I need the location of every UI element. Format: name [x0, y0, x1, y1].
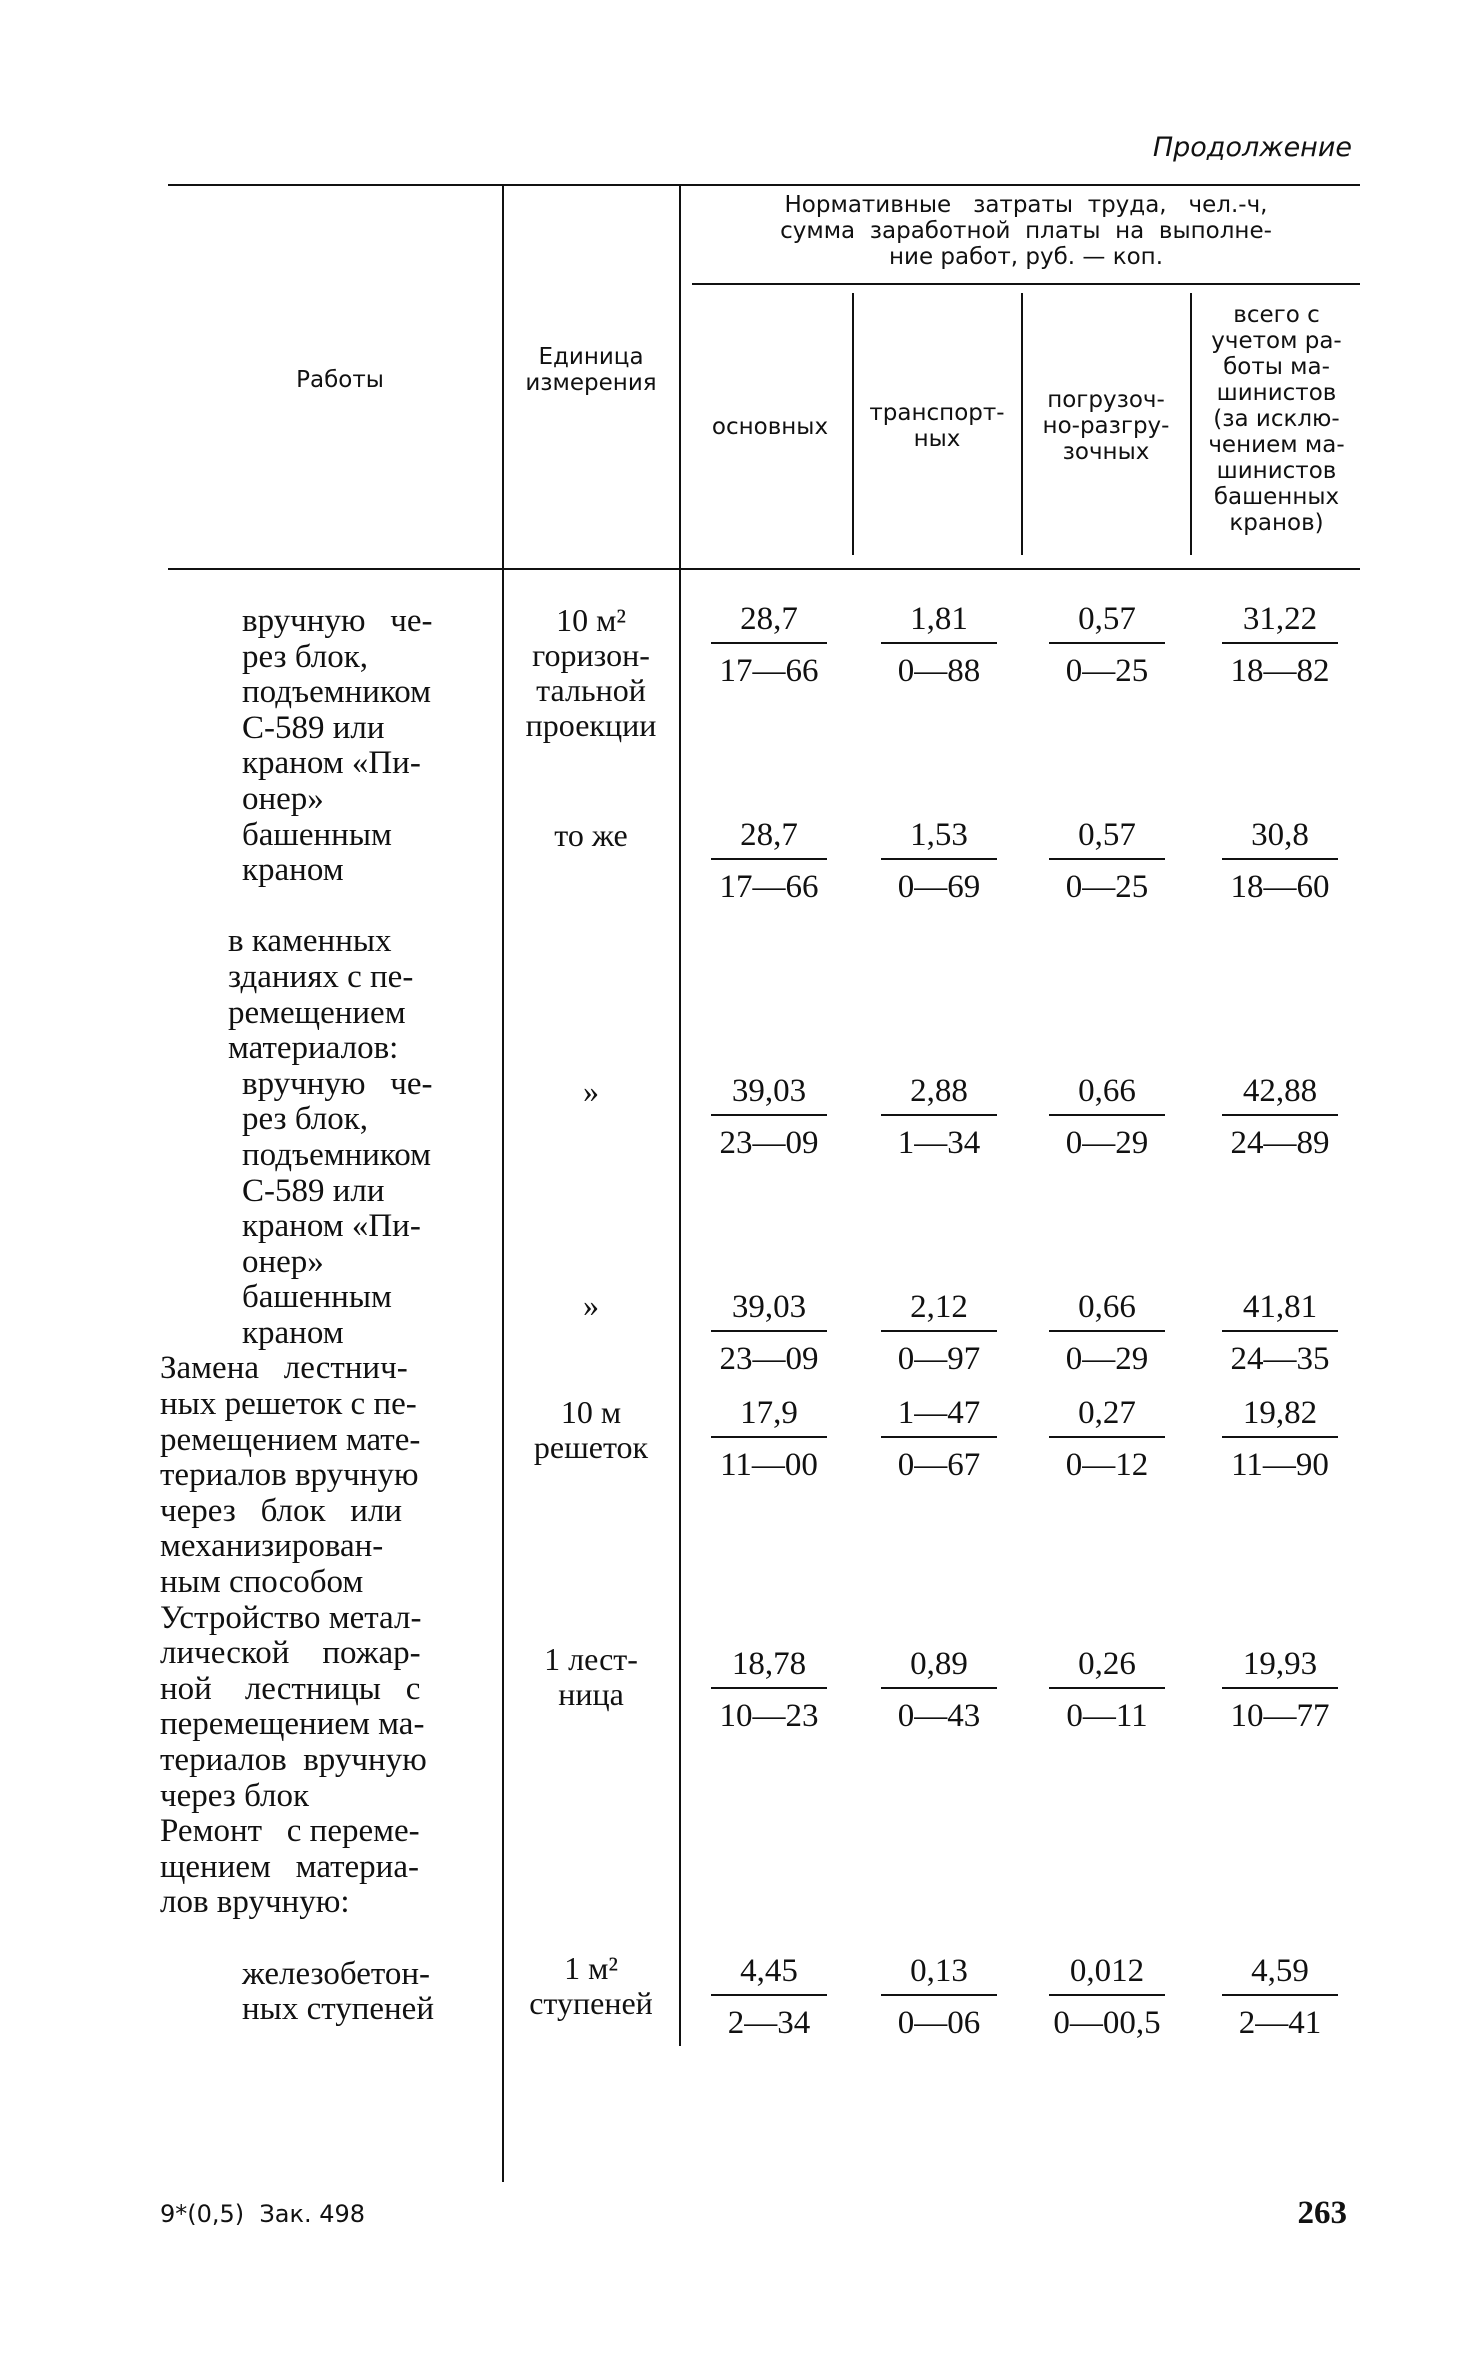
- works-line: материалов:: [228, 1030, 399, 1067]
- unit-line: ступеней: [529, 1985, 653, 2021]
- works-line: механизирован-: [160, 1528, 384, 1565]
- works-line: подъемником: [242, 674, 432, 711]
- header-transport-line: ных: [913, 426, 961, 452]
- unit-line: ница: [558, 1676, 624, 1712]
- value-total: [1218, 816, 1342, 906]
- wage-cost: 10—77: [1230, 1698, 1330, 1734]
- wage-cost: 11—00: [720, 1447, 818, 1483]
- labor-hours: 0,012: [1049, 1952, 1165, 1996]
- column-divider-main: [852, 293, 854, 555]
- value-transport: [877, 600, 1001, 690]
- labor-hours: 1,53: [881, 816, 997, 860]
- labor-hours: 17,9: [711, 1394, 827, 1438]
- value-total: [1218, 1645, 1342, 1735]
- value-loading: [1045, 600, 1169, 690]
- unit-line: то же: [554, 817, 628, 853]
- header-transport-line: транспорт-: [869, 400, 1005, 426]
- header-total-line: боты ма-: [1223, 354, 1330, 380]
- wage-cost: 0—06: [897, 2005, 981, 2041]
- unit-line: »: [583, 1073, 599, 1109]
- header-total-line: учетом ра-: [1211, 328, 1342, 354]
- works-line: Устройство метал-: [160, 1599, 422, 1636]
- header-bottom-rule: [168, 568, 1360, 570]
- header-total-line: шинистов: [1216, 458, 1337, 484]
- value-total: [1218, 1072, 1342, 1162]
- header-norms-line: сумма заработной платы на выполне-: [780, 218, 1272, 244]
- value-transport: [877, 1952, 1001, 2042]
- works-line: башенным: [242, 816, 392, 853]
- wage-cost: 0—25: [1065, 869, 1149, 905]
- unit-cell: [503, 1074, 679, 1109]
- works-line: Ремонт с переме-: [160, 1813, 420, 1850]
- value-main: [707, 1952, 831, 2042]
- works-line: рез блок,: [242, 638, 369, 675]
- labor-hours: 28,7: [711, 816, 827, 860]
- value-total: [1218, 600, 1342, 690]
- value-loading: [1045, 1394, 1169, 1484]
- value-transport: [877, 816, 1001, 906]
- works-line: лической пожар-: [160, 1635, 421, 1672]
- value-loading: [1045, 1072, 1169, 1162]
- wage-cost: 0—43: [897, 1698, 981, 1734]
- works-line: рез блок,: [242, 1101, 369, 1138]
- wage-cost: 0—25: [1065, 653, 1149, 689]
- works-line: [150, 1921, 490, 1957]
- labor-hours: 42,88: [1222, 1072, 1338, 1116]
- works-line: ной лестницы с: [160, 1670, 421, 1707]
- continuation-label: Продолжение: [1152, 132, 1352, 163]
- labor-hours: 39,03: [711, 1288, 827, 1332]
- unit-cell: [503, 1642, 679, 1712]
- wage-cost: 2—41: [1238, 2005, 1322, 2041]
- value-total: [1218, 1952, 1342, 2042]
- value-loading: [1045, 816, 1169, 906]
- header-norms-line: ние работ, руб. — коп.: [888, 244, 1164, 270]
- value-loading: [1045, 1645, 1169, 1735]
- unit-line: 10 м²: [556, 602, 626, 638]
- value-transport: [877, 1072, 1001, 1162]
- works-line: ных ступеней: [242, 1991, 434, 2028]
- value-main: [707, 1394, 831, 1484]
- works-line: Замена лестнич-: [160, 1350, 408, 1387]
- value-main: [707, 1288, 831, 1378]
- wage-cost: 17—66: [719, 653, 819, 689]
- header-norms: [692, 192, 1360, 270]
- labor-hours: 19,93: [1222, 1645, 1338, 1689]
- value-total: [1218, 1394, 1342, 1484]
- header-loading-line: но-разгру-: [1042, 413, 1170, 439]
- labor-hours: 0,57: [1049, 600, 1165, 644]
- works-line: краном: [242, 1314, 344, 1351]
- labor-hours: 0,13: [881, 1952, 997, 1996]
- wage-cost: 0—69: [897, 869, 981, 905]
- header-loading-line: зочных: [1062, 439, 1150, 465]
- works-line: в каменных: [228, 923, 392, 960]
- wage-cost: 0—67: [897, 1447, 981, 1483]
- unit-cell: [503, 1288, 679, 1323]
- header-loading: [1024, 387, 1188, 465]
- unit-line: 1 м²: [564, 1950, 618, 1986]
- page-number: 263: [1297, 2195, 1347, 2231]
- header-unit-line: измерения: [525, 370, 657, 396]
- wage-cost: 0—88: [897, 653, 981, 689]
- labor-hours: 41,81: [1222, 1288, 1338, 1332]
- value-loading: [1045, 1952, 1169, 2042]
- wage-cost: 10—23: [719, 1698, 819, 1734]
- works-line: ремещением мате-: [160, 1421, 421, 1458]
- works-line: краном «Пи-: [242, 1208, 421, 1245]
- header-main: основных: [711, 414, 829, 440]
- wage-cost: 0—97: [897, 1341, 981, 1377]
- value-total: [1218, 1288, 1342, 1378]
- works-line: через блок: [160, 1777, 310, 1814]
- header-loading-line: погрузоч-: [1047, 387, 1165, 413]
- unit-line: 10 м: [560, 1394, 622, 1430]
- value-transport: [877, 1394, 1001, 1484]
- wage-cost: 2—34: [727, 2005, 811, 2041]
- column-divider-transport: [1021, 293, 1023, 555]
- works-column: [150, 604, 490, 2028]
- labor-hours: 0,57: [1049, 816, 1165, 860]
- labor-hours: 2,88: [881, 1072, 997, 1116]
- labor-hours: 31,22: [1222, 600, 1338, 644]
- unit-line: »: [583, 1287, 599, 1323]
- works-line: онер»: [242, 780, 324, 817]
- header-total: [1193, 302, 1360, 536]
- header-subrule: [692, 283, 1360, 285]
- wage-cost: 0—29: [1065, 1125, 1149, 1161]
- works-line: вручную че-: [242, 1065, 433, 1102]
- unit-line: 1 лест-: [544, 1641, 638, 1677]
- value-transport: [877, 1645, 1001, 1735]
- header-total-line: шинистов: [1216, 380, 1337, 406]
- works-line: железобетон-: [242, 1955, 431, 1992]
- labor-hours: 30,8: [1222, 816, 1338, 860]
- works-line: краном: [242, 852, 344, 889]
- works-line: башенным: [242, 1279, 392, 1316]
- unit-cell: [503, 818, 679, 853]
- works-line: С-589 или: [242, 1172, 385, 1209]
- labor-hours: 19,82: [1222, 1394, 1338, 1438]
- wage-cost: 24—89: [1230, 1125, 1330, 1161]
- works-line: териалов вручную: [160, 1742, 427, 1778]
- works-line: щением материа-: [160, 1848, 419, 1885]
- labor-hours: 1,81: [881, 600, 997, 644]
- wage-cost: 23—09: [719, 1125, 819, 1161]
- unit-cell: [503, 603, 679, 743]
- wage-cost: 11—90: [1231, 1447, 1329, 1483]
- works-line: ных решеток с пе-: [160, 1386, 417, 1423]
- column-divider-loading: [1190, 293, 1192, 555]
- labor-hours: 28,7: [711, 600, 827, 644]
- value-main: [707, 816, 831, 906]
- labor-hours: 4,45: [711, 1952, 827, 1996]
- column-divider-unit: [679, 186, 681, 2046]
- labor-hours: 0,66: [1049, 1072, 1165, 1116]
- value-main: [707, 1072, 831, 1162]
- works-line: С-589 или: [242, 709, 385, 746]
- works-line: подъемником: [242, 1136, 432, 1173]
- labor-hours: 2,12: [881, 1288, 997, 1332]
- labor-hours: 1—47: [881, 1394, 997, 1438]
- works-line: перемещением ма-: [160, 1706, 425, 1743]
- value-loading: [1045, 1288, 1169, 1378]
- unit-line: решеток: [533, 1429, 649, 1465]
- wage-cost: 24—35: [1230, 1341, 1330, 1377]
- wage-cost: 1—34: [897, 1125, 981, 1161]
- labor-hours: 0,26: [1049, 1645, 1165, 1689]
- works-line: [150, 889, 490, 925]
- wage-cost: 0—12: [1065, 1447, 1149, 1483]
- works-line: зданиях с пе-: [228, 958, 414, 995]
- labor-hours: 0,27: [1049, 1394, 1165, 1438]
- wage-cost: 18—82: [1230, 653, 1330, 689]
- unit-line: горизон-: [532, 637, 650, 673]
- labor-hours: 18,78: [711, 1645, 827, 1689]
- header-total-line: (за исклю-: [1213, 406, 1340, 432]
- works-line: ным способом: [160, 1564, 364, 1601]
- footer-order: 9*(0,5) Зак. 498: [160, 2200, 366, 2228]
- wage-cost: 0—00,5: [1053, 2005, 1161, 2041]
- wage-cost: 23—09: [719, 1341, 819, 1377]
- wage-cost: 18—60: [1230, 869, 1330, 905]
- header-total-line: всего с: [1233, 302, 1320, 328]
- labor-hours: 0,66: [1049, 1288, 1165, 1332]
- wage-cost: 0—29: [1065, 1341, 1149, 1377]
- unit-line: проекции: [525, 707, 657, 743]
- header-total-line: башенных: [1213, 484, 1340, 510]
- works-line: лов вручную:: [160, 1884, 350, 1921]
- header-total-line: чением ма-: [1208, 432, 1345, 458]
- header-unit: [503, 344, 679, 396]
- works-line: териалов вручную: [160, 1457, 419, 1494]
- value-main: [707, 600, 831, 690]
- header-unit-line: Единица: [538, 344, 644, 370]
- header-works: Работы: [296, 367, 384, 393]
- wage-cost: 0—11: [1066, 1698, 1148, 1734]
- unit-line: тальной: [536, 672, 646, 708]
- column-divider-works: [502, 186, 504, 2182]
- unit-cell: [503, 1395, 679, 1465]
- works-line: через блок или: [160, 1492, 403, 1529]
- works-line: вручную че-: [242, 603, 433, 639]
- wage-cost: 17—66: [719, 869, 819, 905]
- labor-hours: 0,89: [881, 1645, 997, 1689]
- header-total-line: кранов): [1229, 510, 1324, 536]
- header-transport: [855, 400, 1019, 452]
- works-line: онер»: [242, 1243, 324, 1280]
- value-main: [707, 1645, 831, 1735]
- works-line: ремещением: [228, 994, 406, 1031]
- labor-hours: 39,03: [711, 1072, 827, 1116]
- header-norms-line: Нормативные затраты труда, чел.-ч,: [784, 192, 1268, 218]
- works-line: краном «Пи-: [242, 745, 421, 782]
- table-top-rule: [168, 184, 1360, 186]
- value-transport: [877, 1288, 1001, 1378]
- labor-hours: 4,59: [1222, 1952, 1338, 1996]
- unit-cell: [503, 1951, 679, 2021]
